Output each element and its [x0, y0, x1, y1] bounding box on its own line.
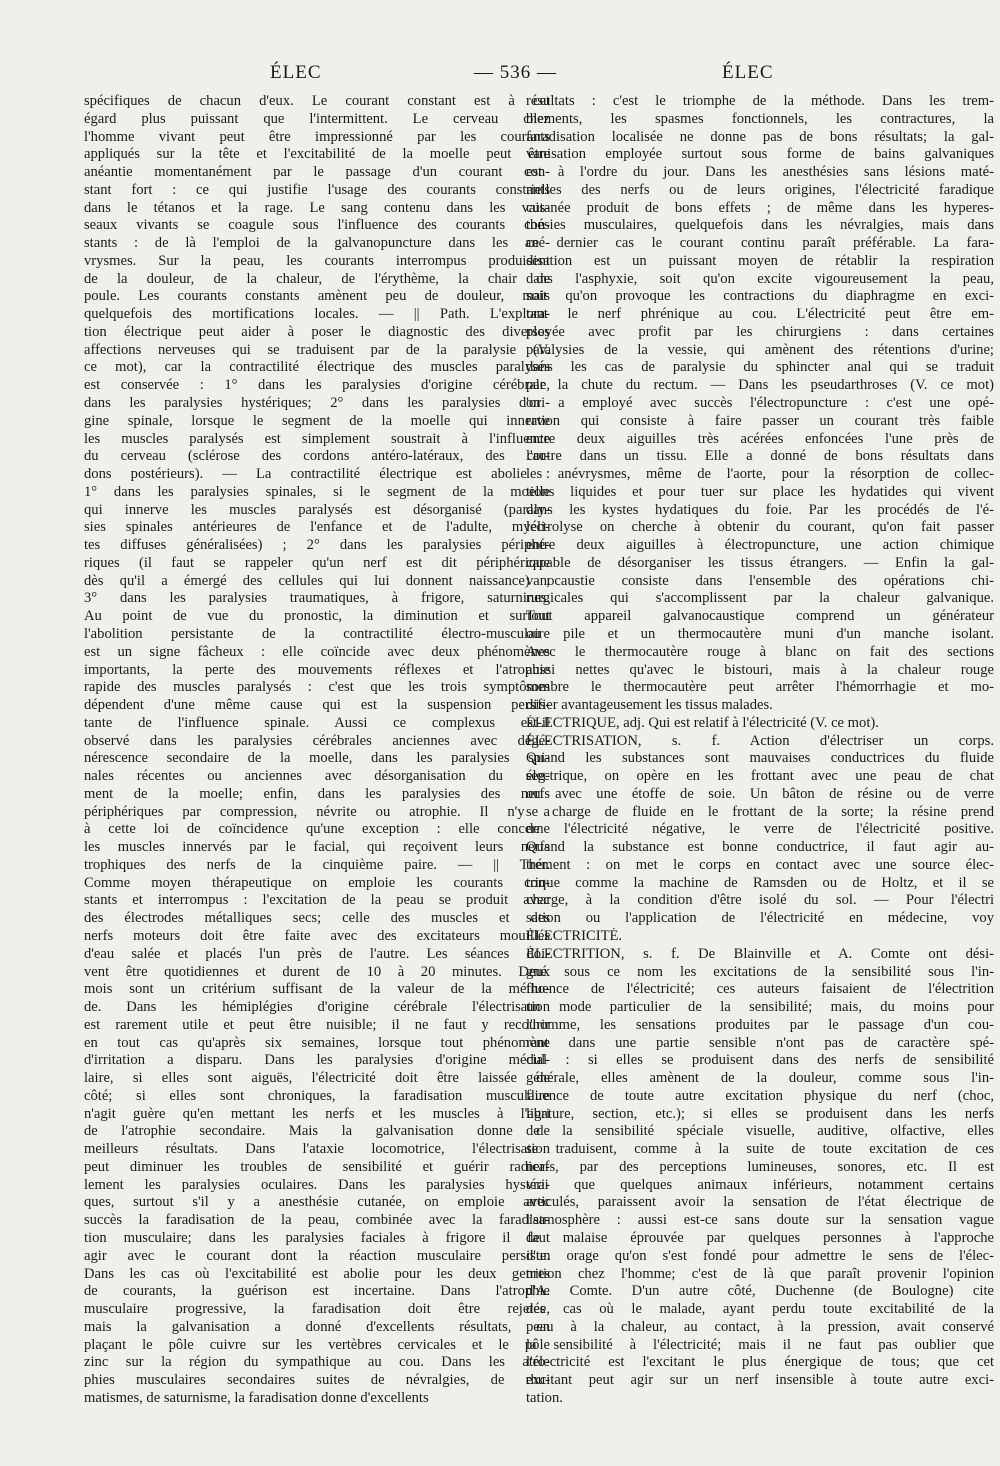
text-line: spécifiques de chacun d'eux. Le courant constant est à cet — [84, 93, 550, 109]
text-line: dons postérieurs). — La contractilité électrique est abolie : — [84, 466, 550, 483]
text-line: rurgicales qui s'accomplissent par la chaleur galvanique. — [526, 590, 994, 607]
text-line: plaçant le pôle cuivre sur les vertèbres cervicales et le pôle — [84, 1336, 550, 1353]
text-line: d'eau salée et placés l'un près de l'autre. Les séances doi- — [84, 945, 550, 962]
text-line: les anévrysmes, même de l'aorte, pour la résorption de collec- — [526, 466, 994, 483]
running-head-left: ÉLEC — [270, 62, 322, 83]
text-line: succès la faradisation de la peau, combinée avec la faradisa- — [84, 1212, 550, 1229]
text-line: lectrolyse on cherche à obtenir du courant, qu'on fait passer — [526, 519, 994, 536]
text-line: du cerveau (sclérose des cordons antéro-latéraux, des cor- — [84, 448, 550, 465]
text-line: Au point de vue du pronostic, la diminution et surtout — [84, 608, 550, 625]
text-line: sies spinales antérieures de l'enfance et de l'adulte, myéli- — [84, 519, 550, 536]
text-line: observé dans les paralysies cérébrales anciennes avec dégé- — [84, 732, 550, 749]
text-line: dans les paralysies hystériques; 2° dans les paralysies d'ori- — [84, 395, 550, 412]
text-line: phies musculaires secondaires suites de névralgies, de rhu- — [84, 1372, 550, 1389]
text-line: dans le tétanos et la rage. Le sang contenu dans les vais- — [84, 199, 550, 216]
text-line: résultats : c'est le triomphe de la méthode. Dans les trem- — [526, 93, 994, 109]
text-line: rant dans une partie sensible n'ont pas de caractère spé- — [526, 1034, 994, 1051]
text-line: paralysies de la vessie, qui amènent des rétentions d'urine; — [526, 341, 994, 358]
text-line: quelquefois des mortifications locales. — || Path. L'explora- — [84, 306, 550, 323]
text-line: d'irritation a disparu. Dans les paralysies d'origine médul- — [84, 1052, 550, 1069]
text-line: gné sous ce nom les excitations de la sensibilité sous l'in- — [526, 963, 994, 980]
text-line: d'A. Comte. D'un autre côté, Duchenne (de Boulogne) cite — [526, 1283, 994, 1300]
text-line: nérescence secondaire de la moelle, dans les paralysies spi- — [84, 750, 550, 767]
text-line: est à l'ordre du jour. Dans les anesthésies sans lésions maté- — [526, 164, 994, 181]
text-line: ment de la moelle; enfin, dans les paralysies des nerfs — [84, 785, 550, 802]
text-line: les muscles innervés par le facial, qui reçoivent leurs nerfs — [84, 839, 550, 856]
text-line: vanisation employée surtout sous forme de bains galvaniques — [526, 146, 994, 163]
text-line: laire, si elles sont aiguës, l'électricité doit être laissée de — [84, 1070, 550, 1087]
text-line: soit qu'on provoque les contractions du diaphragme en exci- — [526, 288, 994, 305]
text-line: dans les cas de paralysie du sphincter anal qui se traduit — [526, 359, 994, 376]
text-line: Dans les cas où l'excitabilité est abolie pour les deux genres — [84, 1265, 550, 1282]
text-line: de. Dans les hémiplégies d'origine cérébrale l'électrisation — [84, 999, 550, 1016]
text-line: sombre le thermocautère peut arrêter l'hémorrhagie et mo- — [526, 679, 994, 696]
text-line: de malaise éprouvée par quelques personnes à l'approche — [526, 1230, 994, 1246]
text-line: ÉLECTRIQUE, adj. Qui est relatif à l'électricité (V. ce mot). — [526, 714, 879, 731]
text-line: anéantie momentanément par le passage d'un courant con- — [84, 164, 550, 181]
text-line: gine spinale, lorsque le segment de la moelle qui innerve — [84, 412, 550, 429]
running-head-right: ÉLEC — [722, 62, 774, 83]
text-line: meilleurs résultats. Dans l'ataxie locomotrice, l'électrisation — [84, 1141, 550, 1158]
text-line: côté; si elles sont chroniques, la faradisation musculaire — [84, 1087, 550, 1104]
text-line: stants et interrompus : l'excitation de la peau se produit avec — [84, 892, 550, 909]
text-line: est conservée : 1° dans les paralysies d'origine cérébrale, — [84, 377, 550, 394]
text-line: musculaire progressive, la faradisation doit être rejetée, — [84, 1301, 550, 1318]
text-line: électrique, on opère en les frottant avec une peau de chat — [526, 768, 994, 785]
text-line: égard plus puissant que l'intermittent. Le cerveau chez — [84, 110, 550, 127]
running-head — [0, 62, 1000, 86]
text-line: ques, surtout s'il y a anesthésie cutanée, on emploie avec — [84, 1194, 550, 1211]
text-line: tions liquides et pour tuer sur place les hydatides qui vivent — [526, 483, 994, 500]
text-line: trement : on met le corps en contact avec une source élec- — [526, 856, 994, 873]
text-line: n'agit guère qu'en mettant les nerfs et les muscles à l'abri — [84, 1105, 550, 1122]
text-line: trophiques des nerfs de la cinquième paire. — || Thér. — [84, 856, 550, 873]
text-line: est un signe fâcheux : elle coïncide avec deux phénomènes — [84, 643, 550, 660]
text-line: rapide des muscles paralysés : c'est que les trois symptômes — [84, 679, 550, 696]
text-line: de l'atrophie secondaire. Mais la galvanisation donne de — [84, 1123, 550, 1140]
text-line: l'homme vivant peut être impressionné par les courants — [84, 128, 550, 145]
text-line: l'électricité est l'excitant le plus énergique de tous; que cet — [526, 1354, 994, 1371]
text-line: affections nerveuses qui se traduisent par de la paralysie (V. — [84, 341, 550, 358]
text-line: stant fort : ce qui justifie l'usage des courants constants — [84, 181, 550, 198]
text-line: blements, les spasmes fonctionnels, les contractures, la — [526, 110, 994, 127]
text-line: 1° dans les paralysies spinales, si le segment de la moelle — [84, 483, 550, 500]
text-line: l'homme, les sensations produites par le passage d'un cou- — [526, 1016, 994, 1033]
text-line: par la chute du rectum. — Dans les pseudarthroses (V. ce mot) — [526, 377, 994, 394]
right-column — [526, 93, 994, 1408]
text-line: Comme moyen thérapeutique on emploie les courants con- — [84, 874, 550, 891]
text-line: peut diminuer les troubles de sensibilité et guérir radica- — [84, 1158, 550, 1175]
text-line: trition chez l'homme; c'est de là que paraît provenir l'opinion — [526, 1265, 994, 1282]
text-line: mais la galvanisation a donné d'excellents résultats, en — [84, 1318, 550, 1335]
text-line: fluence de l'électricité; ces auteurs faisaient de l'électrition — [526, 981, 994, 998]
text-line: poule. Les courants constants amènent peu de douleur, mais — [84, 288, 550, 305]
text-line: agir avec le courant dont la réaction musculaire persiste. — [84, 1247, 550, 1264]
text-line: stants : de là l'emploi de la galvanopuncture dans les ané- — [84, 235, 550, 252]
text-line: tion électrique peut aider à poser le diagnostic des diverses — [84, 323, 550, 340]
text-line: mois sont un critérium suffisant de la valeur de la métho- — [84, 981, 550, 998]
text-line: se charge de fluide en le frottant de la sorte; la résine prend — [526, 803, 994, 820]
text-line: matismes, de saturnisme, la faradisation donne d'excellents — [84, 1389, 429, 1406]
text-line: Avec le thermocautère rouge à blanc on fait des sections — [526, 643, 994, 660]
text-line: tion musculaire; dans les paralysies faciales à frigore il faut — [84, 1230, 550, 1246]
text-line: on a employé avec succès l'électropuncture : c'est une opé- — [526, 395, 994, 412]
text-line: de la douleur, de la chaleur, de l'érythème, la chair de — [84, 270, 550, 287]
text-line: ÉLECTRISATION, s. f. Action d'électriser un corps. — [526, 732, 994, 749]
text-line: nerfs moteurs doit être faite avec des excitateurs mouillés — [84, 927, 550, 944]
text-line: nerfs, par des perceptions lumineuses, sonores, etc. Il est — [526, 1158, 994, 1175]
text-line: faradisation localisée ne donne pas de bons résultats; la gal- — [526, 128, 994, 145]
text-line: entre deux aiguilles à électropuncture, une action chimique — [526, 537, 994, 554]
text-line: cial : si elles se produisent dans des nerfs de sensibilité — [526, 1052, 994, 1069]
text-line: dès qu'il a émergé des cellules qui lui donnent naissance) ; — [84, 572, 550, 589]
text-line: dépendent d'une même cause qui est la suspension persis- — [84, 697, 550, 714]
text-line: en tout cas qu'après six semaines, lorsque tout phénomène — [84, 1034, 550, 1051]
text-line: de courants, la guérison est incertaine. Dans l'atrophie — [84, 1283, 550, 1300]
text-line: ou avec une étoffe de soie. Un bâton de résine ou de verre — [526, 785, 994, 802]
text-line: excitant peut agir sur un nerf insensible à toute autre exci- — [526, 1372, 994, 1389]
text-line: à cette loi de coïncidence qu'une exception : elle concerne — [84, 821, 550, 838]
text-line: lement les paralysies oculaires. Dans les paralysies hystéri- — [84, 1176, 550, 1193]
text-line: difier avantageusement les tissus malades. — [526, 697, 773, 714]
text-line: dans l'asphyxie, soit qu'on excite vigoureusement la peau, — [526, 270, 994, 287]
text-line: vrysmes. Sur la peau, les courants interrompus produisent — [84, 252, 550, 269]
text-line: zinc sur la région du sympathique au cou. Dans les atro- — [84, 1354, 550, 1371]
text-line: est rarement utile et peut être nuisible; il ne faut y recourir — [84, 1016, 550, 1033]
text-line: thésies musculaires, quelquefois dans les névralgies, mais dans — [526, 217, 994, 234]
text-line: ligature, section, etc.); si elles se produisent dans les nerfs — [526, 1105, 994, 1122]
text-line: ÉLECTRITION, s. f. De Blainville et A. Comte ont dési- — [526, 945, 994, 962]
text-line: vanocaustie consiste dans l'ensemble des opérations chi- — [526, 572, 994, 589]
left-column — [84, 93, 550, 1408]
text-line: ployée avec profit par les chirurgiens : dans certaines — [526, 323, 994, 340]
text-line: charge, à la condition d'être isolé du sol. — Pour l'électri — [526, 892, 994, 909]
text-line: dans les kystes hydatiques du foie. Par les procédés de l'é- — [526, 501, 994, 518]
text-line: la sensibilité à l'électricité; mais il ne faut pas oublier que — [526, 1336, 994, 1353]
text-line: les muscles paralysés est simplement soustrait à l'influence — [84, 430, 550, 447]
text-line: vrai que quelques animaux inférieurs, notamment certains — [526, 1176, 994, 1193]
text-line: trique comme la machine de Ramsden ou de Holtz, et il se — [526, 874, 994, 891]
text-line: ou pile et un thermocautère muni d'un manche isolant. — [526, 625, 994, 642]
text-line: sation ou l'application de l'électricité en médecine, voy — [526, 910, 994, 927]
text-line: qui innerve les muscles paralysés est désorganisé (paraly- — [84, 501, 550, 518]
text-line: de la sensibilité spéciale visuelle, auditive, olfactive, elles — [526, 1123, 994, 1140]
text-line: seaux vivants se coagule sous l'influence des courants con- — [84, 217, 550, 234]
text-line: riques (il faut se rappeler qu'un nerf est dit périphérique — [84, 554, 550, 571]
text-line: capable de désorganiser les tissus étrangers. — Enfin la gal- — [526, 554, 994, 571]
text-line: ration qui consiste à faire passer un courant très faible — [526, 412, 994, 429]
text-line: rielles des nerfs ou de leurs origines, l'électricité faradique — [526, 181, 994, 198]
text-line: disation est un puissant moyen de rétablir la respiration — [526, 252, 994, 269]
text-line: nales récentes ou anciennes avec désorganisation du seg- — [84, 768, 550, 785]
text-line: de l'électricité négative, le verre de l'électricité positive. — [526, 821, 994, 838]
text-line: l'atmosphère : aussi est-ce sans doute sur la sensation vague — [526, 1212, 994, 1229]
text-line: entre deux aiguilles très acérées enfoncées l'une près de — [526, 430, 994, 447]
text-line: tante de l'influence spinale. Aussi ce complexus est-il — [84, 714, 550, 731]
text-line: tation. — [526, 1389, 563, 1406]
text-line: Quand la substance est bonne conductrice, il faut agir au- — [526, 839, 994, 856]
text-line: ce dernier cas le courant continu paraît préférable. La fara- — [526, 235, 994, 252]
text-line: se traduisent, comme à la suite de toute excitation de ces — [526, 1141, 994, 1158]
text-line: tant le nerf phrénique au cou. L'électricité peut être em- — [526, 306, 994, 323]
text-line: appliqués sur la tête et l'excitabilité de la moelle peut être — [84, 146, 550, 163]
text-line: des cas où le malade, ayant perdu toute excitabilité de la — [526, 1301, 994, 1318]
text-line: 3° dans les paralysies traumatiques, à frigore, saturnines. — [84, 590, 550, 607]
text-line: fluence de toute autre excitation physique du nerf (choc, — [526, 1087, 994, 1104]
text-line: des électrodes métalliques secs; celle des muscles et des — [84, 910, 550, 927]
text-line: peau à la chaleur, au contact, à la pression, avait conservé — [526, 1318, 994, 1335]
text-line: un mode particulier de la sensibilité; mais, du moins pour — [526, 999, 994, 1016]
text-line: périphériques par compression, névrite ou atrophie. Il n'y a — [84, 803, 550, 820]
text-line: ce mot), car la contractilité électrique des muscles paralysés — [84, 359, 550, 376]
text-line: d'un orage qu'on s'est fondé pour admettre le sens de l'élec- — [526, 1247, 994, 1264]
text-line: vent être quotidiennes et durent de 10 à 20 minutes. Deux — [84, 963, 550, 980]
text-line: aussi nettes qu'avec le bistouri, mais à la chaleur rouge — [526, 661, 994, 678]
text-line: l'abolition persistante de la contractilité électro-musculaire — [84, 625, 550, 642]
text-line: importants, la perte des mouvements réflexes et l'atrophie — [84, 661, 550, 678]
text-line: Quand les substances sont mauvaises conductrices du fluide — [526, 750, 994, 767]
text-line: ÉLECTRICITÉ. — [526, 927, 623, 944]
text-line: générale, elles amènent de la douleur, comme sous l'in- — [526, 1070, 994, 1087]
text-line: tes diffuses généralisées) ; 2° dans les paralysies périphé- — [84, 537, 550, 554]
text-line: cutanée produit de bons effets ; de même dans les hyperes- — [526, 199, 994, 216]
page-number: — 536 — — [474, 62, 557, 83]
text-line: articulés, paraissent avoir la sensation de l'état électrique de — [526, 1194, 994, 1211]
text-line: Tout appareil galvanocaustique comprend un générateur — [526, 608, 994, 625]
text-line: l'autre dans un tissu. Elle a donné de bons résultats dans — [526, 448, 994, 465]
